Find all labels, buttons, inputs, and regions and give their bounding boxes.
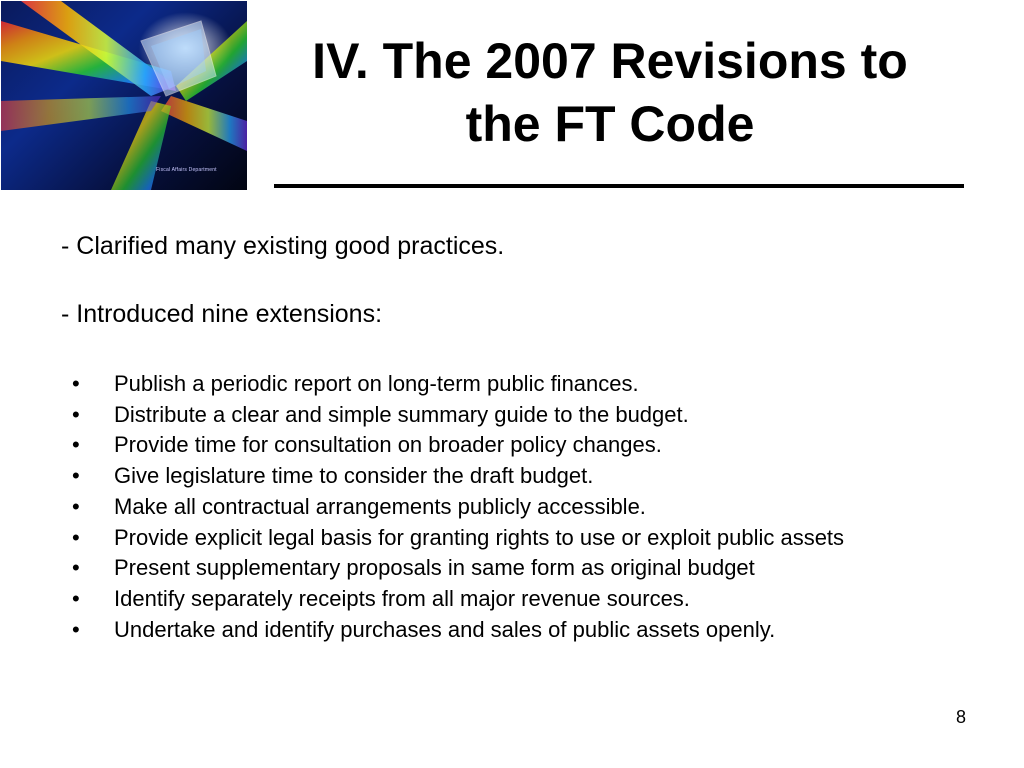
list-item-text: Publish a periodic report on long-term public finances. [114, 371, 639, 396]
bullet-glyph: • [72, 463, 80, 489]
prism-image [1, 1, 247, 190]
prism-illustration [1, 1, 247, 190]
list-item-text: Give legislature time to consider the draft budget. [114, 463, 594, 489]
image-caption: Fiscal Affairs Department [156, 167, 217, 173]
list-item [72, 523, 844, 554]
list-item-text: Present supplementary proposals in same form as original budget [114, 555, 755, 581]
list-item-text: Provide explicit legal basis for granting rights to use or exploit public assets [114, 524, 845, 550]
list-item [72, 615, 844, 646]
title-underline [274, 184, 964, 188]
page-number: 8 [955, 707, 966, 727]
slide-title: IV. The 2007 Revisions to the FT Code [312, 33, 908, 152]
bullet-glyph: • [72, 585, 80, 611]
bullet-glyph: • [72, 371, 80, 396]
point-clarified: - Clarified many existing good practices. [61, 232, 505, 260]
list-item [72, 492, 844, 523]
list-item [72, 553, 844, 584]
list-item-text: Make all contractual arrangements publicly accessible. [114, 493, 646, 519]
list-item [72, 400, 844, 431]
list-item-text: Identify separately receipts from all major revenue sources. [114, 585, 690, 611]
list-item [72, 584, 844, 615]
bullet-glyph: • [72, 616, 80, 642]
bullet-glyph: • [72, 432, 80, 458]
bullet-glyph: • [72, 401, 80, 427]
list-item [72, 369, 844, 400]
bullet-glyph: • [72, 493, 80, 519]
extensions-list [72, 369, 844, 645]
list-item-text: Provide time for consultation on broader policy changes. [114, 432, 662, 458]
bullet-glyph: • [72, 555, 80, 581]
list-item [72, 430, 844, 461]
list-item-text: Distribute a clear and simple summary guide to the budget. [114, 401, 689, 427]
list-item-text: Undertake and identify purchases and sales of public assets openly. [114, 616, 776, 642]
bullet-glyph: • [72, 524, 80, 550]
list-item [72, 461, 844, 492]
point-introduced: - Introduced nine extensions: [61, 300, 383, 328]
